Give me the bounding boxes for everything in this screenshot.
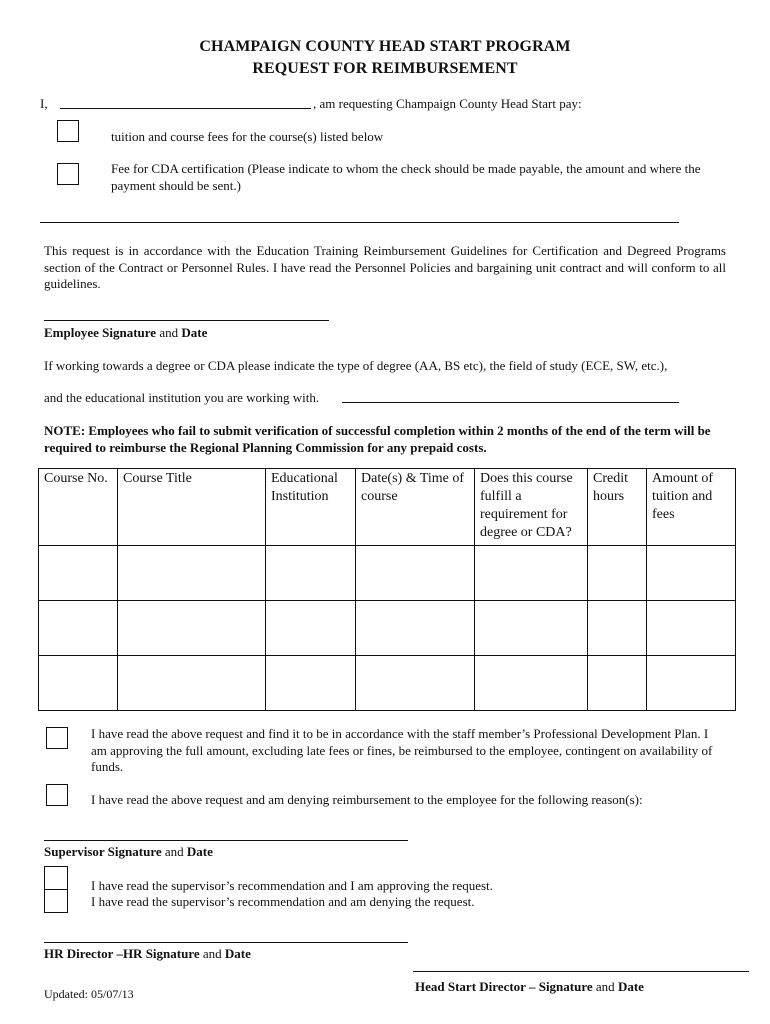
table-cell[interactable] (39, 546, 118, 601)
table-cell[interactable] (588, 601, 647, 656)
header-course-no: Course No. (39, 469, 118, 546)
table-cell[interactable] (647, 546, 736, 601)
header-dates-time: Date(s) & Time of course (356, 469, 475, 546)
supervisor-signature-label: Supervisor Signature and Date (44, 844, 213, 859)
table-cell[interactable] (39, 601, 118, 656)
table-row (39, 656, 736, 711)
table-cell[interactable] (118, 601, 266, 656)
table-cell[interactable] (356, 656, 475, 711)
table-cell[interactable] (647, 601, 736, 656)
employee-signature-field[interactable] (44, 320, 329, 321)
supervisor-deny-label: I have read the above request and am denying reimbursement to the employee for the following reason(s): (91, 792, 643, 807)
table-cell[interactable] (475, 546, 588, 601)
table-cell[interactable] (266, 601, 356, 656)
request-suffix: , am requesting Champaign County Head Start pay: (313, 96, 582, 111)
hr-approve-label: I have read the supervisor’s recommendation and I am approving the request. (91, 878, 493, 893)
director-signature-field[interactable] (413, 971, 749, 972)
hr-signature-field[interactable] (44, 942, 408, 943)
header-credit-hours: Credit hours (588, 469, 647, 546)
supervisor-deny-checkbox[interactable] (46, 784, 68, 806)
header-amount: Amount of tuition and fees (647, 469, 736, 546)
degree-prompt-line1: If working towards a degree or CDA please indicate the type of degree (AA, BS etc), the field of study (ECE, SW, etc.), (44, 358, 668, 373)
agreement-paragraph: This request is in accordance with the Education Training Reimbursement Guidelines for Certification and Degreed Programs section of the Contract or Personnel Rules. I have read the Personnel Policies and bargaining unit contract and will conform to all guidelines. (44, 243, 726, 291)
note-warning: NOTE: Employees who fail to submit verification of successful completion within 2 months of the end of the term will be required to reimburse the Regional Planning Commission for any prepaid costs. (44, 423, 711, 455)
table-cell[interactable] (647, 656, 736, 711)
cda-fee-checkbox[interactable] (57, 163, 79, 185)
table-cell[interactable] (118, 656, 266, 711)
updated-date: Updated: 05/07/13 (44, 987, 134, 1001)
form-title: CHAMPAIGN COUNTY HEAD START PROGRAM (199, 38, 571, 55)
table-row (39, 601, 736, 656)
hr-deny-label: I have read the supervisor’s recommendation and am denying the request. (91, 894, 475, 909)
director-signature-label: Head Start Director – Signature and Date (415, 979, 644, 994)
courses-table (38, 468, 736, 711)
table-cell[interactable] (266, 656, 356, 711)
supervisor-signature-field[interactable] (44, 840, 408, 841)
header-educational-institution: Educational Institution (266, 469, 356, 546)
degree-prompt-line2: and the educational institution you are working with. (44, 390, 320, 405)
table-cell[interactable] (588, 656, 647, 711)
hr-signature-label: HR Director –HR Signature and Date (44, 946, 251, 961)
table-header-row (39, 469, 736, 546)
request-prefix: I, (40, 96, 48, 111)
institution-field[interactable] (342, 402, 679, 403)
header-fulfill-requirement: Does this course fulfill a requirement for degree or CDA? (475, 469, 588, 546)
header-course-title: Course Title (118, 469, 266, 546)
hr-deny-checkbox[interactable] (44, 889, 68, 913)
table-cell[interactable] (266, 546, 356, 601)
employee-signature-label: Employee Signature and Date (44, 325, 208, 340)
cda-fee-option-label: Fee for CDA certification (Please indicate to whom the check should be made payable, the amount and where the payment should be sent.) (111, 161, 701, 193)
supervisor-approve-checkbox[interactable] (46, 727, 68, 749)
table-cell[interactable] (356, 546, 475, 601)
cda-payment-details-field[interactable] (40, 222, 679, 223)
table-row (39, 546, 736, 601)
table-cell[interactable] (588, 546, 647, 601)
tuition-option-label: tuition and course fees for the course(s) listed below (111, 129, 384, 144)
form-subtitle: REQUEST FOR REIMBURSEMENT (252, 60, 518, 77)
table-cell[interactable] (475, 601, 588, 656)
supervisor-approve-label: I have read the above request and find it to be in accordance with the staff member’s Professional Development Plan. I am approving the full amount, excluding late fees or fines, be reimbursed to the employee, contingent on availability of funds. (91, 726, 713, 774)
tuition-checkbox[interactable] (57, 120, 79, 142)
table-cell[interactable] (118, 546, 266, 601)
hr-approve-checkbox[interactable] (44, 866, 68, 890)
table-cell[interactable] (39, 656, 118, 711)
employee-name-field[interactable] (60, 108, 311, 109)
table-cell[interactable] (475, 656, 588, 711)
table-cell[interactable] (356, 601, 475, 656)
